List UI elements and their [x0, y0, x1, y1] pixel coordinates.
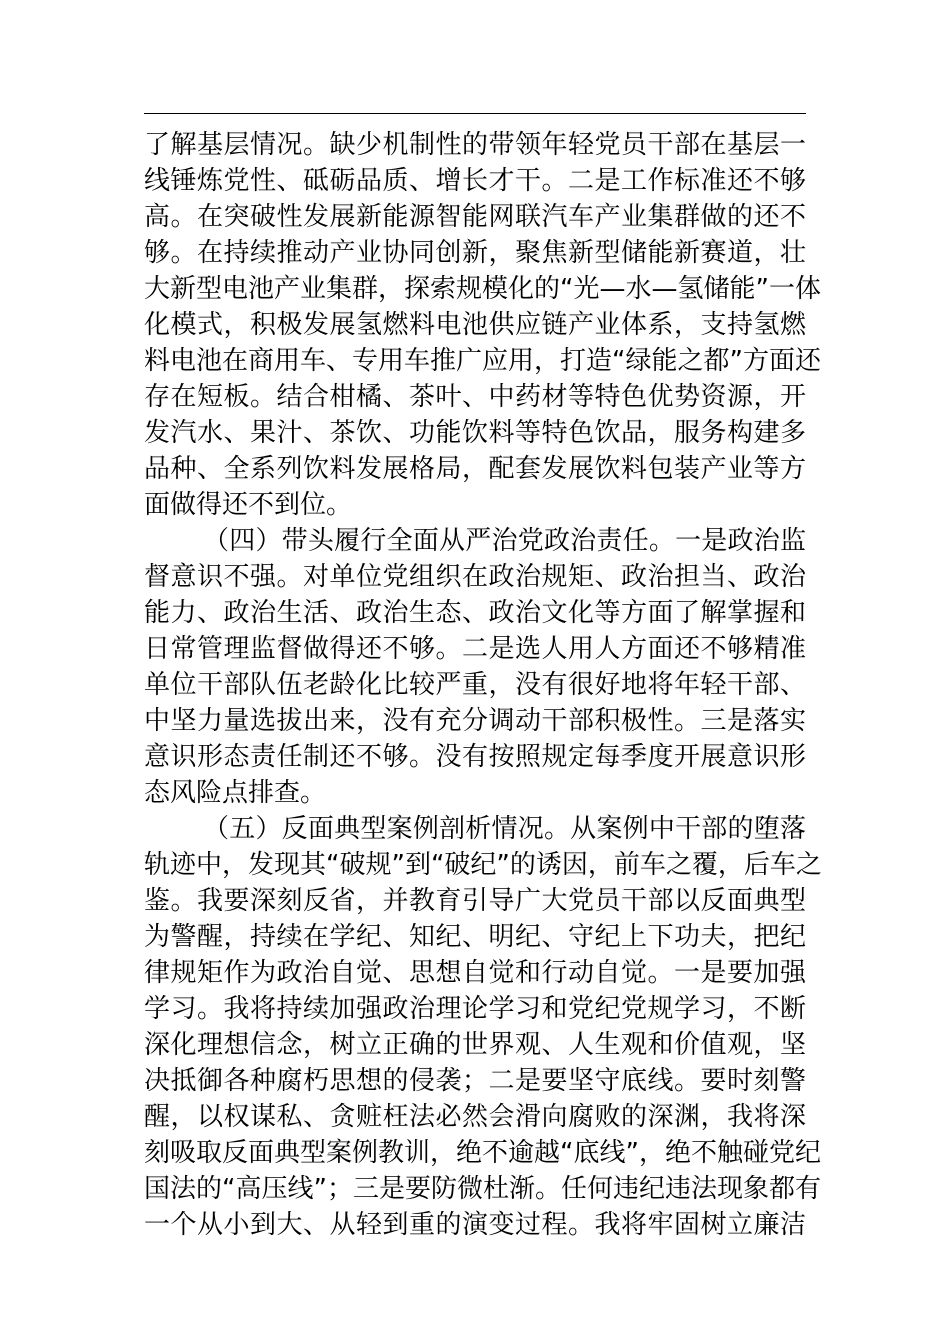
paragraph-3-line: 为警醒，持续在学纪、知纪、明纪、守纪上下功夫，把纪 — [144, 922, 806, 952]
paragraph-1-line: 发汽水、果汁、茶饮、功能饮料等特色饮品，服务构建多 — [144, 418, 806, 448]
paragraph-1-line: 品种、全系列饮料发展格局，配套发展饮料包装产业等方 — [144, 454, 806, 484]
paragraph-3-line: 鉴。我要深刻反省，并教育引导广大党员干部以反面典型 — [144, 886, 806, 916]
paragraph-3-line: 一个从小到大、从轻到重的演变过程。我将牢固树立廉洁 — [144, 1210, 806, 1240]
paragraph-2-line: 中坚力量选拔出来，没有充分调动干部积极性。三是落实 — [144, 706, 806, 736]
body-text — [144, 127, 822, 1243]
paragraph-2-line: 单位干部队伍老龄化比较严重，没有很好地将年轻干部、 — [144, 670, 806, 700]
paragraph-2-line: 督意识不强。对单位党组织在政治规矩、政治担当、政治 — [144, 562, 806, 592]
paragraph-1-line: 面做得还不到位。 — [144, 490, 353, 520]
header-rule — [144, 113, 806, 114]
paragraph-1-line: 料电池在商用车、专用车推广应用，打造“绿能之都”方面还 — [144, 346, 821, 376]
paragraph-1-line: 化模式，积极发展氢燃料电池供应链产业体系，支持氢燃 — [144, 310, 806, 340]
paragraph-3-line: 轨迹中，发现其“破规”到“破纪”的诱因，前车之覆，后车之 — [144, 850, 822, 880]
paragraph-2-line: 意识形态责任制还不够。没有按照规定每季度开展意识形 — [144, 742, 806, 772]
paragraph-3-line: 决抵御各种腐朽思想的侵袭；二是要坚守底线。要时刻警 — [144, 1066, 806, 1096]
paragraph-1-line: 线锤炼党性、砥砺品质、增长才干。二是工作标准还不够 — [144, 166, 806, 196]
paragraph-2-line: 态风险点排查。 — [144, 778, 327, 808]
paragraph-3-line: （五）反面典型案例剖析情况。从案例中干部的堕落 — [203, 814, 806, 844]
paragraph-1-line: 高。在突破性发展新能源智能网联汽车产业集群做的还不 — [144, 202, 806, 232]
paragraph-1-line: 够。在持续推动产业协同创新，聚焦新型储能新赛道，壮 — [144, 238, 806, 268]
paragraph-2-line: 日常管理监督做得还不够。二是选人用人方面还不够精准 — [144, 634, 806, 664]
paragraph-3-line: 学习。我将持续加强政治理论学习和党纪党规学习，不断 — [144, 994, 806, 1024]
paragraph-3-line: 刻吸取反面典型案例教训，绝不逾越“底线”，绝不触碰党纪 — [144, 1138, 821, 1168]
paragraph-2-line: （四）带头履行全面从严治党政治责任。一是政治监 — [203, 526, 806, 556]
paragraph-3-line: 律规矩作为政治自觉、思想自觉和行动自觉。一是要加强 — [144, 958, 806, 988]
paragraph-3-line: 深化理想信念，树立正确的世界观、人生观和价值观，坚 — [144, 1030, 806, 1060]
paragraph-1-line: 大新型电池产业集群，探索规模化的“光—水—氢储能”一体 — [144, 274, 821, 304]
paragraph-3-line: 醒，以权谋私、贪赃枉法必然会滑向腐败的深渊，我将深 — [144, 1102, 806, 1132]
paragraph-1-line: 了解基层情况。缺少机制性的带领年轻党员干部在基层一 — [144, 130, 806, 160]
paragraph-3-line: 国法的“高压线”；三是要防微杜渐。任何违纪违法现象都有 — [144, 1174, 821, 1204]
paragraph-2-line: 能力、政治生活、政治生态、政治文化等方面了解掌握和 — [144, 598, 806, 628]
paragraph-1-line: 存在短板。结合柑橘、茶叶、中药材等特色优势资源，开 — [144, 382, 806, 412]
